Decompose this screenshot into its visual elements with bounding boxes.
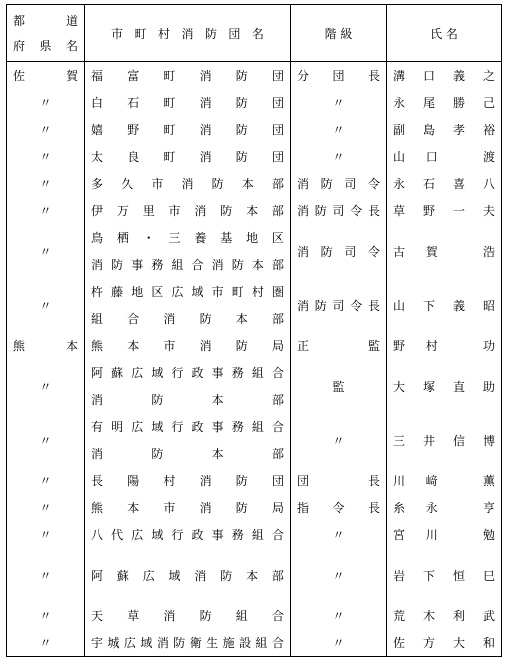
cell-organization: [85, 197, 291, 224]
cell-rank: 〃: [291, 602, 387, 629]
cell-rank: 消 防 司 令 長: [291, 278, 387, 332]
organization-line: 白 石 町 消 防 団: [91, 96, 284, 110]
cell-organization: [85, 332, 291, 359]
cell-name: 山 口 渡: [387, 143, 502, 170]
table-row: [7, 332, 502, 359]
cell-rank: 〃: [291, 548, 387, 602]
cell-organization: [85, 548, 291, 602]
organization-line: 宇 城 広 域 消 防 衛 生 施 設 組 合: [91, 636, 284, 650]
cell-prefecture: 〃: [7, 116, 85, 143]
organization-line: 阿 蘇 広 域 行 政 事 務 組 合: [91, 366, 284, 380]
cell-prefecture: 熊 本: [7, 332, 85, 359]
organization-line: 消 防 本 部: [91, 447, 284, 461]
cell-name: 佐 方 大 和: [387, 629, 502, 657]
organization-line: 太 良 町 消 防 団: [91, 150, 284, 164]
cell-name: 副 島 孝 裕: [387, 116, 502, 143]
cell-name: 川 﨑 薫: [387, 467, 502, 494]
organization-line: 福 富 町 消 防 団: [91, 69, 284, 83]
cell-prefecture: 〃: [7, 413, 85, 467]
cell-prefecture: 〃: [7, 197, 85, 224]
header-prefecture: [7, 5, 85, 62]
table-row: [7, 629, 502, 657]
cell-organization: [85, 494, 291, 521]
cell-organization: [85, 629, 291, 657]
header-prefecture-line2: 府 県 名: [13, 39, 78, 53]
table-row: [7, 278, 502, 332]
organization-line: 消 防 本 部: [91, 393, 284, 407]
table-row: [7, 170, 502, 197]
cell-organization: [85, 89, 291, 116]
table-row: [7, 143, 502, 170]
organization-line: 有 明 広 域 行 政 事 務 組 合: [91, 420, 284, 434]
cell-organization: [85, 413, 291, 467]
table-row: [7, 494, 502, 521]
awardees-table: [6, 4, 502, 657]
cell-rank: 消 防 司 令: [291, 170, 387, 197]
cell-rank: 消 防 司 令 長: [291, 197, 387, 224]
cell-prefecture: 〃: [7, 359, 85, 413]
cell-name: 荒 木 利 武: [387, 602, 502, 629]
cell-rank: 〃: [291, 629, 387, 657]
organization-line: 嬉 野 町 消 防 団: [91, 123, 284, 137]
header-row: [7, 5, 502, 62]
cell-name: 岩 下 恒 巳: [387, 548, 502, 602]
cell-rank: 正 監: [291, 332, 387, 359]
organization-line: 組 合 消 防 本 部: [91, 312, 284, 326]
cell-rank: 〃: [291, 143, 387, 170]
cell-rank: 消 防 司 令: [291, 224, 387, 278]
cell-prefecture: 〃: [7, 602, 85, 629]
table-row: [7, 521, 502, 548]
cell-rank: 〃: [291, 521, 387, 548]
organization-line: 天 草 消 防 組 合: [91, 609, 284, 623]
organization-line: 八 代 広 域 行 政 事 務 組 合: [91, 528, 284, 542]
table-row: [7, 89, 502, 116]
cell-rank: 〃: [291, 116, 387, 143]
cell-rank: 団 長: [291, 467, 387, 494]
table-row: [7, 413, 502, 467]
organization-line: 熊 本 市 消 防 局: [91, 501, 284, 515]
cell-rank: 〃: [291, 413, 387, 467]
table-row: [7, 62, 502, 90]
cell-prefecture: 〃: [7, 278, 85, 332]
organization-line: 消 防 事 務 組 合 消 防 本 部: [91, 258, 284, 272]
cell-name: 山 下 義 昭: [387, 278, 502, 332]
cell-rank: 〃: [291, 89, 387, 116]
header-prefecture-line1: 都 道: [13, 14, 78, 28]
cell-rank: 指 令 長: [291, 494, 387, 521]
cell-prefecture: 〃: [7, 89, 85, 116]
cell-name: 永 尾 勝 己: [387, 89, 502, 116]
table-row: [7, 602, 502, 629]
organization-line: 伊 万 里 市 消 防 本 部: [91, 204, 284, 218]
cell-organization: [85, 224, 291, 278]
table-row: [7, 224, 502, 278]
cell-name: 三 井 信 博: [387, 413, 502, 467]
cell-name: 大 塚 直 助: [387, 359, 502, 413]
cell-prefecture: 〃: [7, 467, 85, 494]
cell-prefecture: 〃: [7, 170, 85, 197]
cell-prefecture: 佐 賀: [7, 62, 85, 90]
cell-organization: [85, 467, 291, 494]
cell-rank: 分 団 長: [291, 62, 387, 90]
cell-organization: [85, 116, 291, 143]
header-rank: 階 級: [291, 5, 387, 62]
cell-organization: [85, 143, 291, 170]
table-row: [7, 359, 502, 413]
cell-organization: [85, 278, 291, 332]
cell-name: 草 野 一 夫: [387, 197, 502, 224]
organization-line: 多 久 市 消 防 本 部: [91, 177, 284, 191]
cell-name: 古 賀 浩: [387, 224, 502, 278]
cell-prefecture: 〃: [7, 629, 85, 657]
table-row: [7, 548, 502, 602]
cell-rank: 監: [291, 359, 387, 413]
cell-organization: [85, 359, 291, 413]
cell-name: 溝 口 義 之: [387, 62, 502, 90]
organization-line: 鳥 栖 ・ 三 養 基 地 区: [91, 231, 284, 245]
cell-organization: [85, 170, 291, 197]
table-row: [7, 197, 502, 224]
cell-name: 野 村 功: [387, 332, 502, 359]
cell-prefecture: 〃: [7, 494, 85, 521]
header-organization: 市 町 村 消 防 団 名: [85, 5, 291, 62]
organization-line: 熊 本 市 消 防 局: [91, 339, 284, 353]
cell-name: 糸 永 亨: [387, 494, 502, 521]
cell-prefecture: 〃: [7, 548, 85, 602]
cell-organization: [85, 521, 291, 548]
cell-organization: [85, 602, 291, 629]
table-row: [7, 467, 502, 494]
cell-prefecture: 〃: [7, 143, 85, 170]
cell-prefecture: 〃: [7, 521, 85, 548]
header-name: 氏 名: [387, 5, 502, 62]
cell-name: 永 石 喜 八: [387, 170, 502, 197]
organization-line: 阿 蘇 広 域 消 防 本 部: [91, 568, 284, 583]
organization-line: 杵 藤 地 区 広 域 市 町 村 圏: [91, 285, 284, 299]
organization-line: 長 陽 村 消 防 団: [91, 474, 284, 488]
cell-prefecture: 〃: [7, 224, 85, 278]
cell-name: 宮 川 勉: [387, 521, 502, 548]
cell-organization: [85, 62, 291, 90]
table-row: [7, 116, 502, 143]
